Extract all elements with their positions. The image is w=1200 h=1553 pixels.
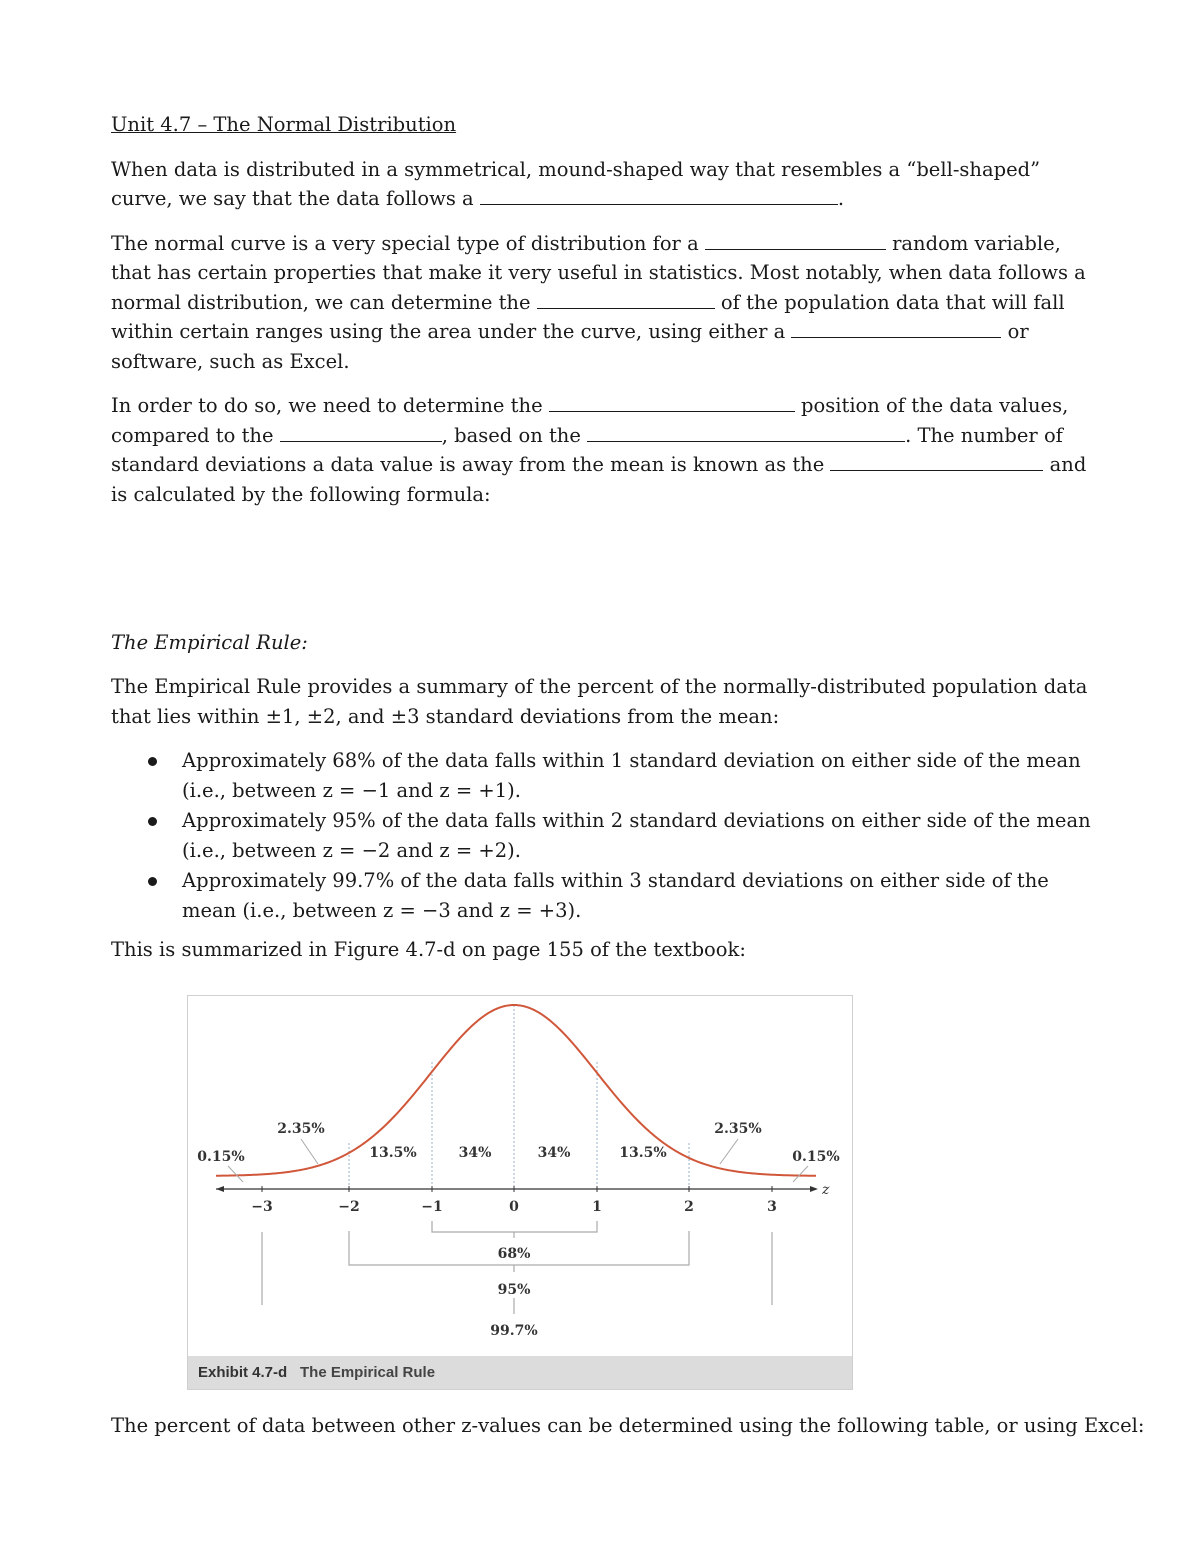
- label-center-right: 34%: [537, 1145, 571, 1161]
- fill-in-blank[interactable]: [705, 230, 886, 250]
- bracket-label-95: 95%: [497, 1282, 531, 1298]
- empirical-rule-heading: The Empirical Rule:: [111, 631, 308, 654]
- tick-label: 1: [592, 1199, 602, 1215]
- caption-title: The Empirical Rule: [300, 1364, 436, 1381]
- p2-text-b: random variable, that has certain properties that make it very useful in statistics. Most notably, when data follows a normal distribution, we can determine the: [111, 231, 1086, 314]
- fill-in-blank[interactable]: [280, 422, 442, 442]
- p1-text-b: .: [837, 187, 845, 210]
- label-mid-right: 13.5%: [619, 1145, 667, 1161]
- axis-label-z: z: [822, 1182, 830, 1198]
- leader-lines: [228, 1139, 808, 1182]
- label-tail-left: 2.35%: [277, 1121, 325, 1137]
- p3-text-e: and is calculated by the following formula:: [111, 453, 1087, 506]
- p3-text-a: In order to do so, we need to determine the: [111, 394, 549, 417]
- fill-in-blank[interactable]: [480, 185, 838, 205]
- p3-text-d: . The number of standard deviations a data value is away from the mean is known as the: [111, 423, 1063, 476]
- bracket-label-997: 99.7%: [490, 1323, 538, 1339]
- fill-in-blank[interactable]: [791, 318, 1001, 338]
- label-tail-right: 2.35%: [714, 1121, 762, 1137]
- axis-arrow-left: [216, 1186, 224, 1192]
- paragraph-z-score: [111, 391, 1101, 509]
- fill-in-blank[interactable]: [587, 422, 905, 442]
- bracket-label-68: 68%: [497, 1246, 531, 1262]
- p1-text-a: When data is distributed in a symmetrical, mound-shaped way that resembles a “bell-shaped” curve, we say that the data follows a: [111, 157, 1041, 210]
- range-brackets: [262, 1221, 772, 1314]
- tick-label: −2: [338, 1199, 360, 1215]
- fill-in-blank[interactable]: [830, 451, 1043, 471]
- empirical-bullet-list: [111, 746, 1101, 925]
- bullet-item: Approximately 95% of the data falls within 2 standard deviations on either side of the mean (i.e., between z = −2 and z = +2).: [182, 806, 1101, 865]
- bell-curve: [216, 1005, 816, 1176]
- summary-line: This is summarized in Figure 4.7-d on page 155 of the textbook:: [111, 938, 746, 961]
- empirical-rule-figure: [187, 995, 853, 1390]
- empirical-rule-section: [111, 672, 1101, 980]
- p2-text-c: of the population data that will fall within certain ranges using the area under the curve, using either a: [111, 290, 1065, 343]
- p3-text-b: position of the data values, compared to the: [111, 394, 1069, 447]
- tick-label: 2: [684, 1199, 694, 1215]
- label-outer-right: 0.15%: [792, 1149, 840, 1165]
- label-mid-left: 13.5%: [369, 1145, 417, 1161]
- caption-number: Exhibit 4.7-d: [198, 1364, 288, 1381]
- document-body: [111, 110, 1101, 961]
- tick-label: −3: [251, 1199, 273, 1215]
- fill-in-blank[interactable]: [549, 392, 795, 412]
- axis-arrow-right: [810, 1186, 818, 1192]
- label-outer-left: 0.15%: [197, 1149, 245, 1165]
- label-center-left: 34%: [458, 1145, 492, 1161]
- figure-caption-bar: [188, 1356, 852, 1389]
- p3-text-c: , based on the: [441, 423, 588, 447]
- paragraph-normal-curve: [111, 229, 1101, 377]
- paragraph-bell-curve: [111, 155, 1101, 214]
- p2-text-d: or software, such as Excel.: [111, 320, 1029, 373]
- tick-label: −1: [421, 1199, 443, 1215]
- p2-text-a: The normal curve is a very special type of distribution for a: [111, 231, 705, 255]
- page-title: Unit 4.7 – The Normal Distribution: [111, 113, 457, 136]
- tick-label: 3: [767, 1199, 777, 1215]
- bullet-item: Approximately 99.7% of the data falls within 3 standard deviations on either side of the mean (i.e., between z = −3 and z = +3).: [182, 866, 1101, 925]
- sigma-guides: [349, 1005, 689, 1191]
- fill-in-blank[interactable]: [537, 289, 715, 309]
- empirical-intro: The Empirical Rule provides a summary of the percent of the normally-distributed population data that lies within ±1, ±2, and ±3 standard deviations from the mean:: [111, 675, 1088, 728]
- normal-curve-diagram: [188, 996, 852, 1356]
- tick-label: 0: [509, 1199, 519, 1215]
- after-figure-text: The percent of data between other z-values can be determined using the following table, or using Excel:: [111, 1414, 1145, 1437]
- bullet-item: Approximately 68% of the data falls within 1 standard deviation on either side of the mean (i.e., between z = −1 and z = +1).: [182, 746, 1101, 805]
